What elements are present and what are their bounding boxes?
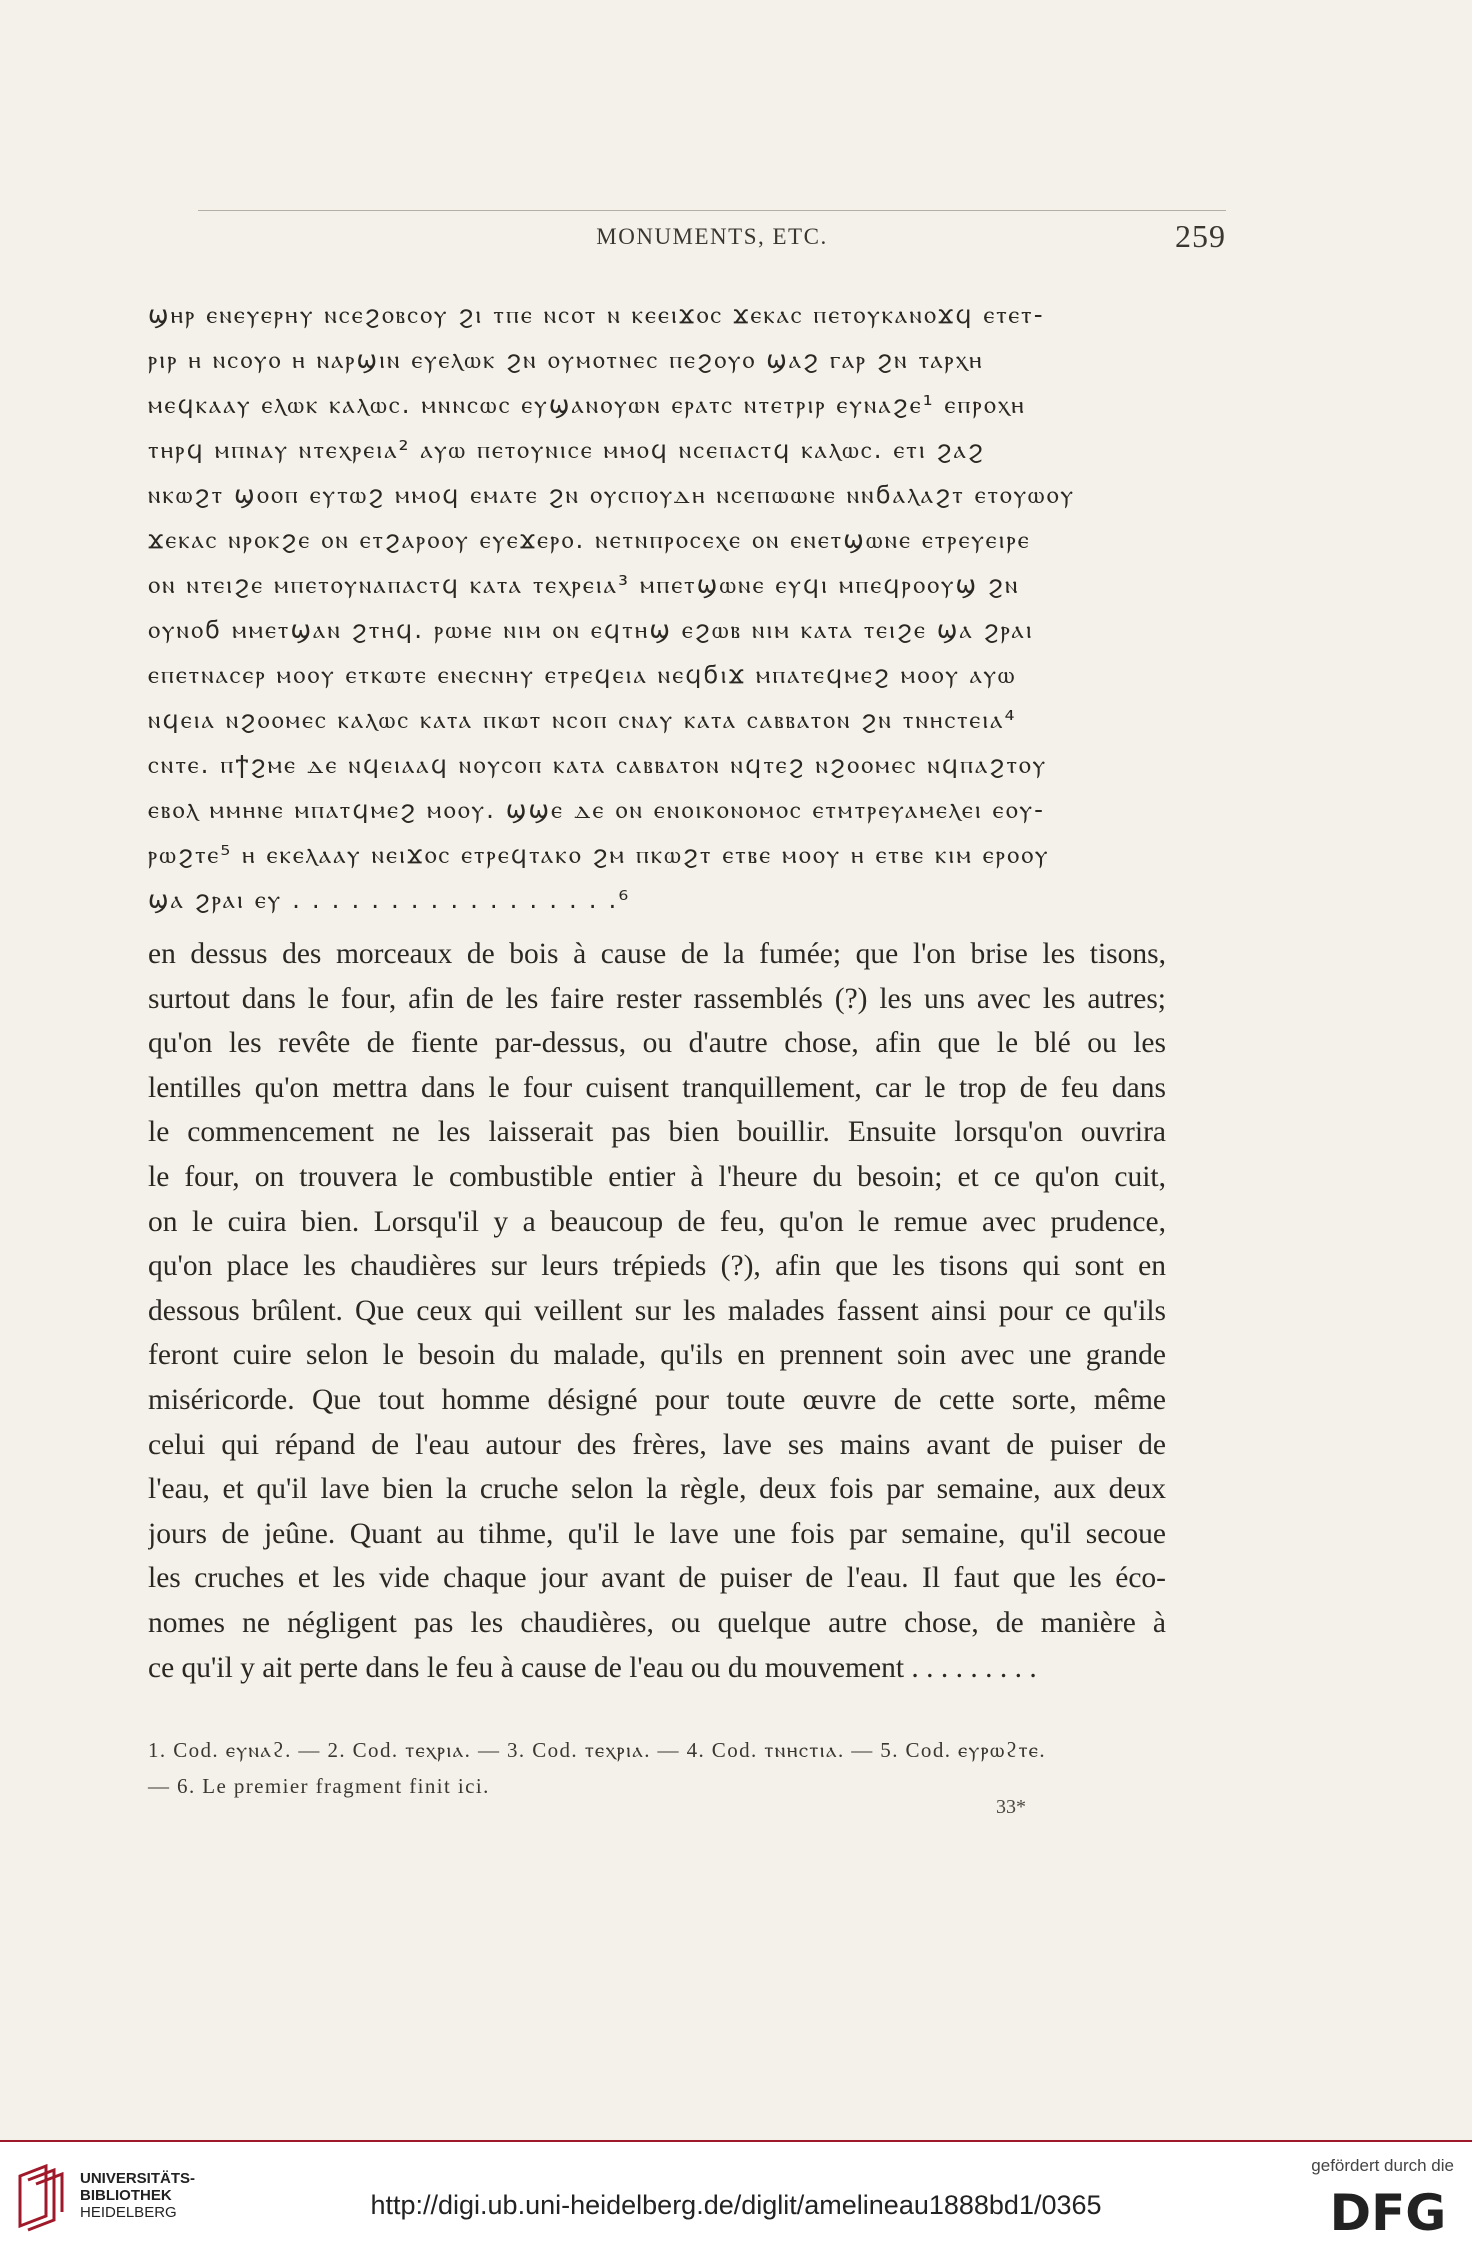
signature-mark: 33*	[996, 1796, 1026, 1818]
french-line: miséricorde. Que tout homme désigné pour toute œuvre de cette sorte, même	[148, 1383, 1166, 1416]
coptic-line: ⲟⲩⲛⲟϭ ⲙⲙⲉⲧϣⲁⲛ ϩⲧⲏϥ. ⲣⲱⲙⲉ ⲛⲓⲙ ⲟⲛ ⲉϥⲧⲏϣ ⲉϩⲱⲃ ⲛⲓⲙ ⲕⲁⲧⲁ ⲧⲉⲓϩⲉ ϣⲁ ϩⲣⲁⲓ	[148, 615, 1034, 644]
footnote-line: 1. Cod. ⲉⲩⲛⲁϩ. — 2. Cod. ⲧⲉⲭⲣⲓⲁ. — 3. Cod. ⲧⲉⲭⲣⲓⲁ. — 4. Cod. ⲧⲛⲏⲥⲧⲓⲁ. — 5. Cod. ⲉⲩⲣⲱϩⲧⲉ.	[148, 1738, 1046, 1762]
coptic-line: ϣⲁ ϩⲣⲁⲓ ⲉⲩ . . . . . . . . . . . . . . . . .⁶	[148, 885, 631, 914]
coptic-line: ⲛⲕⲱϩⲧ ϣⲟⲟⲡ ⲉⲩⲧⲱϩ ⲙⲙⲟϥ ⲉⲙⲁⲧⲉ ϩⲛ ⲟⲩⲥⲡⲟⲩⲇⲏ ⲛⲥⲉⲡⲱⲱⲛⲉ ⲛⲛϭⲁⲗⲁϩⲧ ⲉⲧⲟⲩⲱⲟⲩ	[148, 480, 1076, 509]
coptic-line: ⲉⲡⲉⲧⲛⲁⲥⲉⲣ ⲙⲟⲟⲩ ⲉⲧⲕⲱⲧⲉ ⲉⲛⲉⲥⲛⲏⲩ ⲉⲧⲣⲉϥⲉⲓⲁ ⲛⲉϥϭⲓϫ ⲙⲡⲁⲧⲉϥⲙⲉϩ ⲙⲟⲟⲩ ⲁⲩⲱ	[148, 660, 1017, 689]
dfg-logo-icon	[1324, 2184, 1452, 2236]
coptic-line: ⲥⲛⲧⲉ. ⲡϯϩⲙⲉ ⲇⲉ ⲛϥⲉⲓⲁⲁϥ ⲛⲟⲩⲥⲟⲡ ⲕⲁⲧⲁ ⲥⲁⲃⲃⲁⲧⲟⲛ ⲛϥⲧⲉϩ ⲛϩⲟⲟⲙⲉⲥ ⲛϥⲡⲁϩⲧⲟⲩ	[148, 750, 1048, 779]
french-line: ce qu'il y ait perte dans le feu à cause de l'eau ou du mouvement . . . . . . . . .	[148, 1651, 1037, 1684]
coptic-line: ⲣⲱϩⲧⲉ⁵ ⲏ ⲉⲕⲉⲗⲁⲁⲩ ⲛⲉⲓϫⲟⲥ ⲉⲧⲣⲉϥⲧⲁⲕⲟ ϩⲙ ⲡⲕⲱϩⲧ ⲉⲧⲃⲉ ⲙⲟⲟⲩ ⲏ ⲉⲧⲃⲉ ⲕⲓⲙ ⲉⲣⲟⲟⲩ	[148, 840, 1050, 869]
running-title: MONUMENTS, ETC.	[596, 224, 828, 249]
french-line: surtout dans le four, afin de les faire rester rassemblés (?) les uns avec les autres;	[148, 982, 1166, 1015]
coptic-line: ⲉⲃⲟⲗ ⲙⲙⲏⲛⲉ ⲙⲡⲁⲧϥⲙⲉϩ ⲙⲟⲟⲩ. ϣϣⲉ ⲇⲉ ⲟⲛ ⲉⲛⲟⲓⲕⲟⲛⲟⲙⲟⲥ ⲉⲧⲙⲧⲣⲉⲩⲁⲙⲉⲗⲉⲓ ⲉⲟⲩ-	[148, 795, 1046, 824]
footer-bar	[0, 2140, 1472, 2256]
french-line: lentilles qu'on mettra dans le four cuisent tranquillement, car le trop de feu dans	[148, 1071, 1166, 1104]
french-line: l'eau, et qu'il lave bien la cruche selon la règle, deux fois par semaine, aux deux	[148, 1473, 1166, 1506]
french-line: dessous brûlent. Que ceux qui veillent sur les malades fassent ainsi pour ce qu'ils	[148, 1294, 1166, 1327]
coptic-text-block	[148, 292, 1166, 922]
library-name-line: UNIVERSITÄTS-	[80, 2170, 196, 2187]
french-translation-block	[148, 932, 1166, 1690]
coptic-line: ϣⲏⲣ ⲉⲛⲉⲩⲉⲣⲏⲩ ⲛⲥⲉϩⲟⲃⲥⲟⲩ ϩⲓ ⲧⲡⲉ ⲛⲥⲟⲧ ⲛ ⲕⲉⲉⲓϫⲟⲥ ϫⲉⲕⲁⲥ ⲡⲉⲧⲟⲩⲕⲁⲛⲟϫϥ ⲉⲧⲉⲧ-	[148, 300, 1045, 329]
page-number: 259	[1175, 218, 1226, 254]
french-line: en dessus des morceaux de bois à cause de la fumée; que l'on brise les tisons,	[148, 938, 1166, 970]
coptic-line: ⲧⲏⲣϥ ⲙⲡⲛⲁⲩ ⲛⲧⲉⲭⲣⲉⲓⲁ² ⲁⲩⲱ ⲡⲉⲧⲟⲩⲛⲓⲥⲉ ⲙⲙⲟϥ ⲛⲥⲉⲡⲁⲥⲧϥ ⲕⲁⲗⲱⲥ. ⲉⲧⲓ ϩⲁϩ	[148, 435, 985, 464]
french-line: jours de jeûne. Quant au tihme, qu'il le lave une fois par semaine, qu'il secoue	[148, 1517, 1166, 1550]
permalink-url[interactable]: http://digi.ub.uni-heidelberg.de/diglit/amelineau1888bd1/0365	[370, 2190, 1102, 2220]
coptic-line: ⲟⲛ ⲛⲧⲉⲓϩⲉ ⲙⲡⲉⲧⲟⲩⲛⲁⲡⲁⲥⲧϥ ⲕⲁⲧⲁ ⲧⲉⲭⲣⲉⲓⲁ³ ⲙⲡⲉⲧϣⲱⲛⲉ ⲉⲩϥⲓ ⲙⲡⲉϥⲣⲟⲟⲩϣ ϩⲛ	[148, 570, 1020, 599]
funded-by-label: gefördert durch die	[1311, 2156, 1454, 2175]
coptic-line: ⲙⲉϥⲕⲁⲁⲩ ⲉⲗⲱⲕ ⲕⲁⲗⲱⲥ. ⲙⲛⲛⲥⲱⲥ ⲉⲩϣⲁⲛⲟⲩⲱⲛ ⲉⲣⲁⲧⲥ ⲛⲧⲉⲧⲣⲓⲣ ⲉⲩⲛⲁϩⲉ¹ ⲉⲡⲣⲟⲭⲏ	[148, 390, 1026, 419]
footnotes	[148, 1732, 1166, 1804]
library-name-line: HEIDELBERG	[80, 2204, 177, 2221]
footnote-line: — 6. Le premier fragment finit ici.	[148, 1774, 490, 1798]
coptic-line: ⲛϥⲉⲓⲁ ⲛϩⲟⲟⲙⲉⲥ ⲕⲁⲗⲱⲥ ⲕⲁⲧⲁ ⲡⲕⲱⲧ ⲛⲥⲟⲡ ⲥⲛⲁⲩ ⲕⲁⲧⲁ ⲥⲁⲃⲃⲁⲧⲟⲛ ϩⲛ ⲧⲛⲏⲥⲧⲉⲓⲁ⁴	[148, 705, 1017, 734]
french-line: qu'on place les chaudières sur leurs trépieds (?), afin que les tisons qui sont en	[148, 1250, 1166, 1283]
french-line: les cruches et les vide chaque jour avant de puiser de l'eau. Il faut que les éco-	[148, 1562, 1166, 1595]
french-line: celui qui répand de l'eau autour des frères, lave ses mains avant de puiser de	[148, 1428, 1166, 1461]
coptic-line: ⲣⲓⲣ ⲏ ⲛⲥⲟⲩⲟ ⲏ ⲛⲁⲣϣⲓⲛ ⲉⲩⲉⲗⲱⲕ ϩⲛ ⲟⲩⲙⲟⲧⲛⲉⲥ ⲡⲉϩⲟⲩⲟ ϣⲁϩ ⲅⲁⲣ ϩⲛ ⲧⲁⲣⲭⲏ	[148, 345, 984, 374]
french-line: feront cuire selon le besoin du malade, qu'ils en prennent soin avec une grande	[148, 1339, 1166, 1372]
library-name-line: BIBLIOTHEK	[80, 2187, 172, 2204]
french-line: nomes ne négligent pas les chaudières, ou quelque autre chose, de manière à	[148, 1606, 1166, 1639]
header-rule	[198, 210, 1226, 211]
coptic-line: ϫⲉⲕⲁⲥ ⲛⲣⲟⲕϩⲉ ⲟⲛ ⲉⲧϩⲁⲣⲟⲟⲩ ⲉⲩⲉϫⲉⲣⲟ. ⲛⲉⲧⲛⲡⲣⲟⲥⲉⲭⲉ ⲟⲛ ⲉⲛⲉⲧϣⲱⲛⲉ ⲉⲧⲣⲉⲩⲉⲓⲣⲉ	[148, 525, 1031, 554]
french-line: le commencement ne les laisserait pas bien bouillir. Ensuite lorsqu'on ouvrira	[148, 1116, 1166, 1149]
french-line: qu'on les revête de fiente par-dessus, ou d'autre chose, afin que le blé ou les	[148, 1027, 1166, 1060]
dfg-logo-text: DFG	[1329, 2184, 1447, 2236]
running-head	[198, 218, 1226, 262]
french-line: on le cuira bien. Lorsqu'il y a beaucoup de feu, qu'on le remue avec prudence,	[148, 1205, 1166, 1238]
french-line: le four, on trouvera le combustible entier à l'heure du besoin; et ce qu'on cuit,	[148, 1160, 1166, 1193]
